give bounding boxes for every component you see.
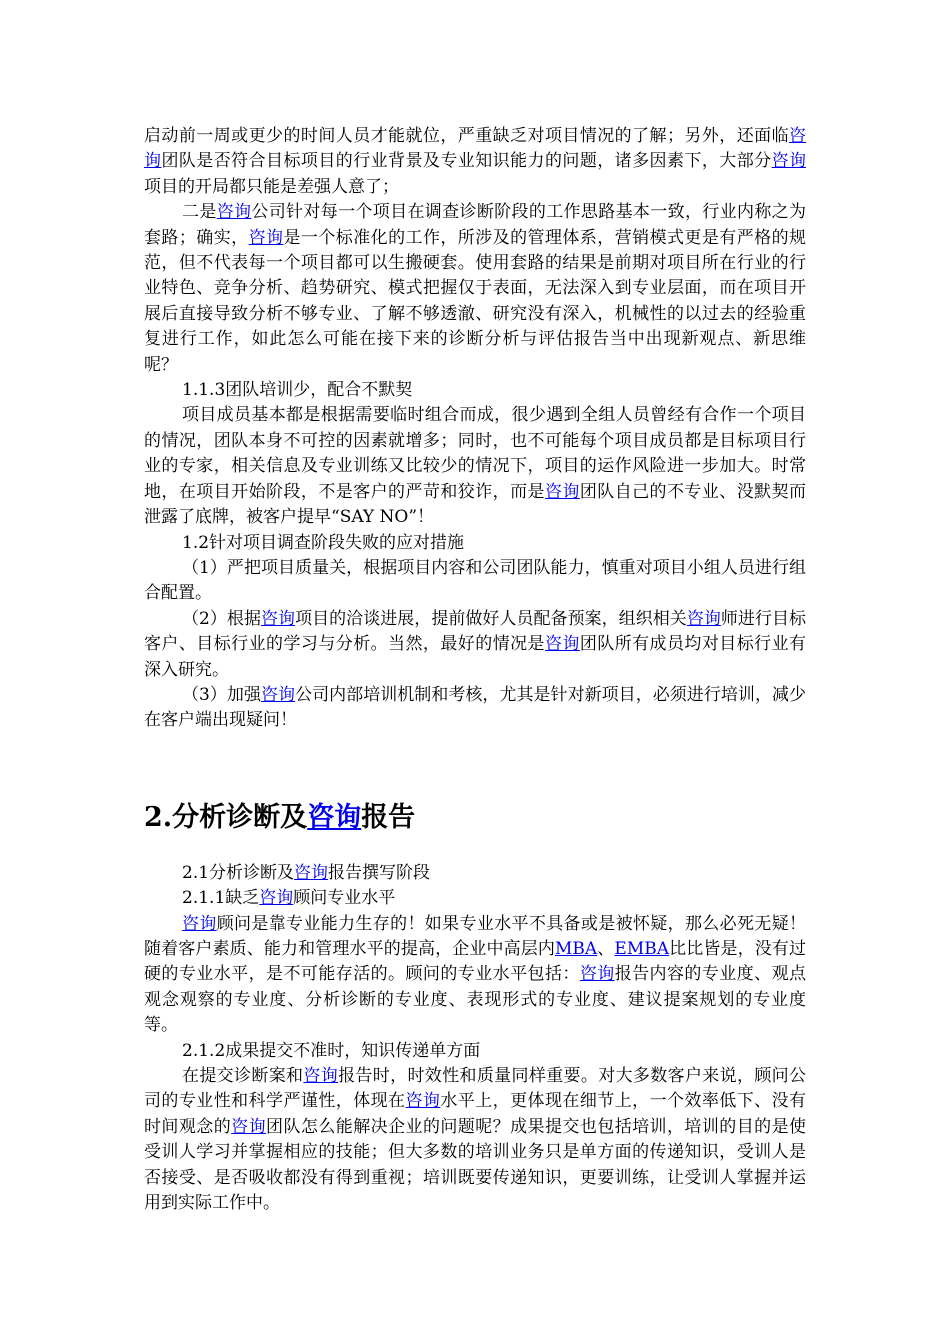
text-run: 顾问专业水平	[293, 888, 396, 909]
text-run: 、	[597, 938, 615, 959]
body-paragraph	[144, 1039, 806, 1064]
body-paragraph	[144, 912, 806, 1039]
body-paragraph	[144, 124, 806, 200]
text-run: （2）根据	[182, 608, 261, 629]
text-run: 报告撰写阶段	[328, 862, 431, 883]
keyword-link[interactable]: 咨询	[260, 684, 296, 705]
body-paragraph	[144, 886, 806, 911]
keyword-link[interactable]: 咨询	[303, 1066, 339, 1086]
text-run: 公司针对每一个项目在调查诊断阶段的工作思路基本一致，行业内称之为套路；确实，	[144, 202, 807, 248]
body-paragraph	[144, 1064, 806, 1216]
section-heading	[144, 801, 806, 835]
text-run: 团队自己的不专业、没默契而泄露了底牌，被客户提早“SAY NO”！	[144, 481, 807, 528]
keyword-link[interactable]: 咨询	[307, 801, 362, 833]
text-run: 项目的洽谈进展，提前做好人员配备预案，组织相关	[295, 608, 687, 629]
text-run: 项目的开局都只能是差强人意了；	[144, 176, 399, 197]
text-run: （3）加强	[182, 684, 261, 705]
text-run: 公司内部培训机制和考核，尤其是针对新项目，必须进行培训，减少在客户端出现疑问！	[144, 684, 807, 731]
keyword-link[interactable]: 咨询	[144, 126, 806, 172]
body-paragraph	[144, 403, 806, 530]
keyword-link[interactable]: 咨询	[405, 1091, 441, 1112]
keyword-link[interactable]: 咨询	[248, 227, 284, 248]
body-paragraph	[144, 861, 806, 886]
text-run: 师进行目标客户、目标行业的学习与分析。当然，最好的情况是	[144, 608, 807, 655]
text-run: 是一个标准化的工作，所涉及的管理体系，营销模式更是有严格的规范，但不代表每一个项目都可以生搬硬套。使用套路的结果是前期对项目所在行业的行业特色、竞争分析、趋势研究、模式把握仅于表面，无法深入到专业层面，而在项目开展后直接导致分析不够专业、了解不够透澈、研究没有深入，机械性的以过去的经验重复进行工作，如此怎么可能在接下来的诊断分析与评估报告当中出现新观点、新思维呢？	[144, 227, 807, 375]
text-run: 启动前一周或更少的时间人员才能就位，严重缺乏对项目情况的了解；另外，还面临	[144, 126, 789, 146]
text-run: 2.1分析诊断及	[182, 862, 295, 883]
keyword-link[interactable]: 咨询	[686, 608, 721, 629]
text-run: 1.2针对项目调查阶段失败的应对措施	[182, 532, 465, 553]
keyword-link[interactable]: EMBA	[614, 938, 670, 959]
text-run: 2.分析诊断及	[144, 801, 308, 833]
body-paragraph	[144, 531, 806, 556]
body-paragraph	[144, 607, 806, 683]
keyword-link[interactable]: 咨询	[216, 202, 252, 223]
text-run: 2.1.1缺乏	[182, 888, 260, 909]
keyword-link[interactable]: 咨询	[544, 634, 580, 655]
text-run: 比比皆是，没有过硬的专业水平，是不可能存活的。顾问的专业水平包括：	[144, 938, 807, 985]
text-run: 在提交诊断案和	[182, 1066, 304, 1086]
text-run: 团队是否符合目标项目的行业背景及专业知识能力的问题，诸多因素下，大部分	[161, 151, 772, 172]
keyword-link[interactable]: 咨询	[260, 608, 296, 629]
keyword-link[interactable]: 咨询	[294, 862, 329, 883]
text-run: 报告	[361, 801, 416, 833]
text-run: 报告内容的专业度、观点观念观察的专业度、分析诊断的专业度、表现形式的专业度、建议提案规划的专业度等。	[144, 964, 807, 1036]
keyword-link[interactable]: 咨询	[259, 888, 294, 909]
body-paragraph	[144, 683, 806, 734]
keyword-link[interactable]: MBA	[554, 938, 598, 959]
text-run: 团队怎么能解决企业的问题呢？成果提交也包括培训，培训的目的是使受训人学习并掌握相应的技能；但大多数的培训业务只是单方面的传递知识，受训人是否接受、是否吸收都没有得到重视；培训既要传递知识，更要训练，让受训人掌握并运用到实际工作中。	[144, 1116, 807, 1214]
keyword-link[interactable]: 咨询	[544, 481, 580, 502]
text-run: 报告时，时效性和质量同样重要。对大多数客户来说，顾问公司的专业性和科学严谨性，体现在	[144, 1066, 807, 1112]
text-run: 项目成员基本都是根据需要临时组合而成，很少遇到全组人员曾经有合作一个项目的情况，团队本身不可控的因素就增多；同时，也不可能每个项目成员都是目标项目行业的专家，相关信息及专业训练又比较少的情况下，项目的运作风险进一步加大。时常地，在项目开始阶段，不是客户的严苛和狡诈，而是	[144, 405, 806, 502]
text-run: 1.1.3团队培训少，配合不默契	[182, 380, 413, 401]
document-body	[144, 124, 806, 1216]
text-run: 2.1.2成果提交不准时，知识传递单方面	[182, 1040, 481, 1061]
text-run: 顾问是靠专业能力生存的！如果专业水平不具备或是被怀疑，那么必死无疑！随着客户素质、能力和管理水平的提高，企业中高层内	[144, 913, 807, 959]
body-paragraph	[144, 200, 806, 378]
text-run: （1）严把项目质量关，根据项目内容和公司团队能力，慎重对项目小组人员进行组合配置。	[144, 557, 806, 604]
keyword-link[interactable]: 咨询	[182, 913, 217, 934]
keyword-link[interactable]: 咨询	[231, 1116, 267, 1137]
text-run: 团队所有成员均对目标行业有深入研究。	[144, 634, 807, 680]
body-paragraph	[144, 378, 806, 403]
body-paragraph	[144, 556, 806, 607]
keyword-link[interactable]: 咨询	[771, 151, 807, 172]
keyword-link[interactable]: 咨询	[579, 964, 615, 985]
text-run: 二是	[182, 202, 217, 223]
text-run: 水平上，更体现在细节上，一个效率低下、没有时间观念的	[144, 1091, 807, 1137]
